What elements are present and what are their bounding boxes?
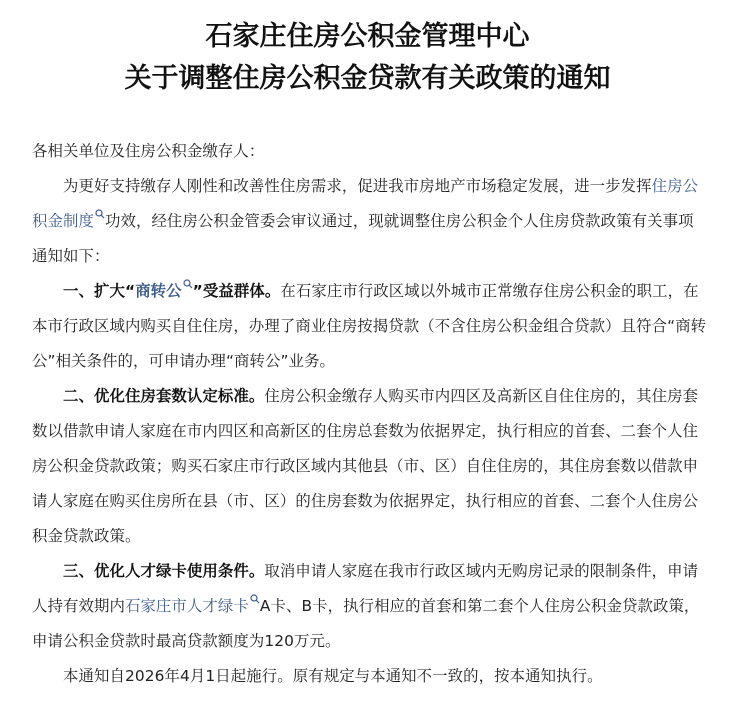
- item-1-heading-a: 一、扩大“: [63, 282, 136, 300]
- salutation: 各相关单位及住房公积金缴存人：: [32, 142, 265, 160]
- item-2-heading: 二、优化住房套数认定标准。: [63, 387, 265, 405]
- search-icon[interactable]: [95, 209, 105, 219]
- title-line-1: 石家庄住房公积金管理中心: [205, 21, 530, 52]
- intro-text-2: 功效，经住房公积金管委会审议通过，现就调整住房公积金个人住房贷款政策有关事项通知如下：: [32, 212, 694, 265]
- intro-paragraph: [32, 169, 708, 274]
- closing-paragraph: 本通知自2026年4月1日起施行。原有规定与本通知不一致的，按本通知执行。: [63, 667, 603, 685]
- search-icon[interactable]: [250, 594, 260, 604]
- notice-body: [32, 134, 708, 694]
- item-3-text-2: A卡、B卡，执行相应的首套和第二套个人住房公积金贷款政策，申请公积金贷款时最高贷款额度为120万元。: [32, 597, 700, 650]
- item-2-text: 住房公积金缴存人购买市内四区及高新区自住住房的，其住房套数以借款申请人家庭在市内四区和高新区的住房总套数为依据界定，执行相应的首套、二套个人住房公积金贷款政策；购买石家庄市行政区域内其他县（市、区）自住住房的，其住房套数以借款申请人家庭在购买住房所在县（市、区）的住房套数为依据界定，执行相应的首套、二套个人住房公积金贷款政策。: [32, 387, 699, 545]
- item-1-paragraph: [32, 274, 708, 379]
- intro-text-1: 为更好支持缴存人刚性和改善性住房需求，促进我市房地产市场稳定发展，进一步发挥: [63, 177, 652, 195]
- item-1-heading: [63, 282, 280, 300]
- item-3-paragraph: [32, 554, 708, 659]
- housing-fund-system-link[interactable]: 住房公积金制度: [32, 177, 699, 230]
- item-2-paragraph: [32, 379, 708, 554]
- item-1-heading-b: ”受益群体。: [192, 282, 281, 300]
- loan-transfer-link[interactable]: 商转公: [135, 282, 182, 300]
- item-3-heading: 三、优化人才绿卡使用条件。: [63, 562, 265, 580]
- talent-green-card-link[interactable]: 石家庄市人才绿卡: [124, 597, 249, 615]
- item-3-text-1: 取消申请人家庭在我市行政区域内无购房记录的限制条件，申请人持有效期内: [32, 562, 699, 615]
- title-line-2: 关于调整住房公积金贷款有关政策的通知: [124, 63, 611, 94]
- item-1-text: 在石家庄市行政区域以外城市正常缴存住房公积金的职工，在本市行政区域内购买自住住房，办理了商业住房按揭贷款（不含住房公积金组合贷款）且符合“商转公”相关条件的，可申请办理“商转公”业务。: [32, 282, 707, 370]
- search-icon[interactable]: [183, 279, 193, 289]
